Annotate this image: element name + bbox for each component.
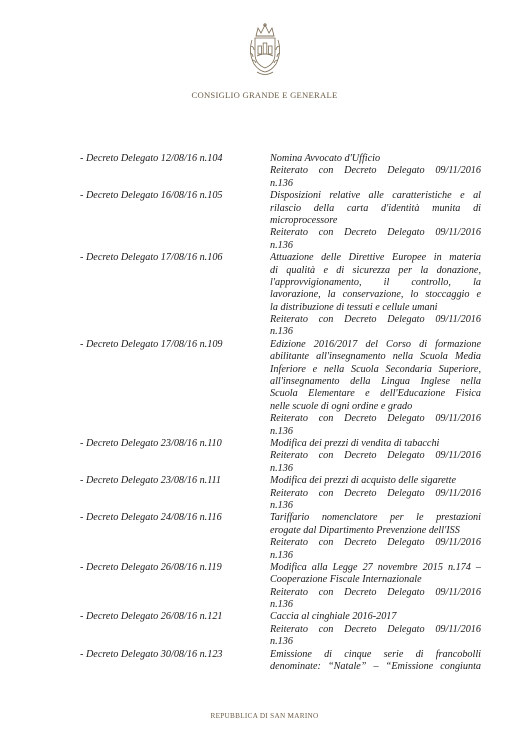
description-line: microprocessore	[270, 214, 338, 226]
description-line: Reiterato con Decreto Delegato 09/11/2016	[270, 487, 481, 499]
decree-entry	[0, 475, 529, 512]
description-line: n.136	[270, 239, 293, 251]
decree-reference: - Decreto Delegato 12/08/16 n.104	[80, 153, 223, 164]
decree-reference: - Decreto Delegato 16/08/16 n.105	[80, 190, 223, 202]
description-line: Reiterato con Decreto Delegato 09/11/2016	[270, 314, 481, 326]
decree-reference: - Decreto Delegato 26/08/16 n.121	[80, 611, 223, 623]
decree-reference: - Decreto Delegato 17/08/16 n.106	[80, 252, 223, 264]
description-line: Reiterato con Decreto Delegato 09/11/2016	[270, 623, 481, 635]
decree-reference: - Decreto Delegato 30/08/16 n.123	[80, 648, 223, 660]
description-line: n.136	[270, 549, 293, 561]
description-line: Inferiore e nella Scuola Secondaria Superiore,	[270, 363, 481, 375]
decree-list	[0, 153, 529, 673]
footer-title: REPUBBLICA DI SAN MARINO	[210, 712, 319, 720]
description-line: rilascio della carta d'identità munita di	[270, 202, 481, 214]
decree-entry	[0, 153, 529, 190]
description-line: lavorazione, la conservazione, lo stoccaggio e	[270, 289, 481, 301]
description-line: Reiterato con Decreto Delegato 09/11/2016	[270, 537, 481, 549]
header-title: CONSIGLIO GRANDE E GENERALE	[191, 90, 338, 100]
description-line: di qualità e di sicurezza per la donazione,	[270, 264, 481, 276]
description-line: n.136	[270, 177, 293, 189]
decree-description	[270, 153, 481, 190]
description-line: Reiterato con Decreto Delegato 09/11/2016	[270, 413, 481, 425]
decree-description	[270, 562, 481, 612]
description-line: Edizione 2016/2017 del Corso di formazione	[270, 338, 481, 350]
decree-entry	[0, 649, 529, 674]
san-marino-coat-of-arms-icon	[246, 22, 284, 78]
description-line: Scuola Elementare e dell'Educazione Fisica	[270, 388, 481, 400]
description-line: abilitante all'insegnamento nella Scuola Media	[270, 351, 481, 363]
description-line: n.136	[270, 326, 293, 338]
decree-reference: - Decreto Delegato 23/08/16 n.111	[80, 475, 221, 487]
decree-description	[270, 649, 481, 674]
description-line: Reiterato con Decreto Delegato 09/11/2016	[270, 227, 481, 239]
decree-reference: - Decreto Delegato 24/08/16 n.116	[80, 512, 222, 524]
decree-description	[270, 512, 481, 562]
description-line: Modifica alla Legge 27 novembre 2015 n.174 –	[270, 561, 481, 573]
description-line: n.136	[270, 636, 293, 648]
decree-reference: - Decreto Delegato 23/08/16 n.110	[80, 437, 222, 449]
description-line: Cooperazione Fiscale Internazionale	[270, 574, 422, 586]
description-line: Reiterato con Decreto Delegato 09/11/2016	[270, 586, 481, 598]
description-line: n.136	[270, 425, 293, 437]
description-line: Reiterato con Decreto Delegato 09/11/2016	[270, 450, 481, 462]
description-line: Modifica dei prezzi di acquisto delle sigarette	[270, 475, 456, 487]
description-line: denominate: “Natale” – “Emissione congiunta	[270, 661, 481, 673]
decree-entry	[0, 252, 529, 339]
decree-description	[270, 339, 481, 438]
decree-entry	[0, 512, 529, 562]
description-line: Modifica dei prezzi di vendita di tabacchi	[270, 437, 440, 449]
decree-reference: - Decreto Delegato 26/08/16 n.119	[80, 561, 222, 573]
decree-description	[270, 252, 481, 339]
description-line: Nomina Avvocato d'Ufficio	[270, 153, 381, 164]
decree-reference: - Decreto Delegato 17/08/16 n.109	[80, 338, 223, 350]
description-line: n.136	[270, 499, 293, 511]
decree-entry	[0, 562, 529, 612]
description-line: Caccia al cinghiale 2016-2017	[270, 611, 397, 623]
description-line: Reiterato con Decreto Delegato 09/11/2016	[270, 165, 481, 177]
decree-entry	[0, 339, 529, 438]
description-line: l'approvvigionamento, il controllo, la	[270, 276, 481, 288]
description-line: n.136	[270, 462, 293, 474]
description-line: all'insegnamento della Lingua Inglese nella	[270, 376, 481, 388]
description-line: erogate dal Dipartimento Prevenzione dell'ISS	[270, 524, 460, 536]
decree-description	[270, 438, 481, 475]
description-line: n.136	[270, 599, 293, 611]
decree-entry	[0, 190, 529, 252]
description-line: nelle scuole di ogni ordine e grado	[270, 400, 413, 412]
decree-description	[270, 611, 481, 648]
decree-entry	[0, 611, 529, 648]
decree-entry	[0, 438, 529, 475]
description-line: Attuazione delle Direttive Europee in materia	[270, 252, 481, 264]
decree-description	[270, 475, 481, 512]
description-line: Tariffario nomenclatore per le prestazioni	[270, 512, 481, 524]
description-line: Emissione di cinque serie di francobolli	[270, 648, 481, 660]
description-line: Disposizioni relative alle caratteristiche e al	[270, 190, 481, 202]
description-line: la distribuzione di tessuti e cellule umani	[270, 301, 438, 313]
decree-description	[270, 190, 481, 252]
